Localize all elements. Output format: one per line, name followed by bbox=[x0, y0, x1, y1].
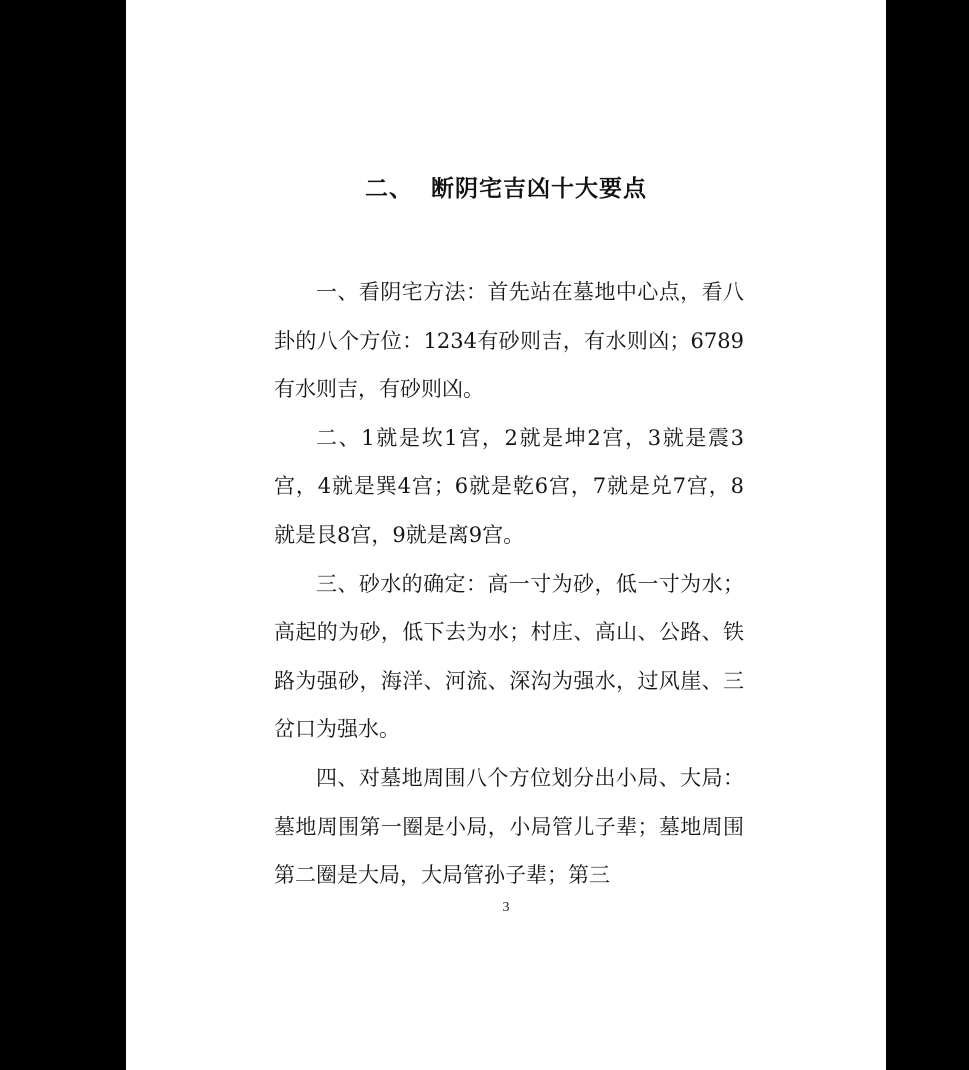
paragraph-2: 二、1就是坎1宫，2就是坤2宫，3就是震3宫，4就是巽4宫；6就是乾6宫，7就是兑7宫，8就是艮8宫，9就是离9宫。 bbox=[274, 425, 744, 547]
section-title: 二、 断阴宅吉凶十大要点 bbox=[364, 175, 647, 202]
document-page bbox=[126, 0, 886, 1070]
paragraph-1: 一、看阴宅方法：首先站在墓地中心点，看八卦的八个方位：1234有砂则吉，有水则凶；6789有水则吉，有砂则凶。 bbox=[274, 280, 744, 402]
paragraph-4: 四、对墓地周围八个方位划分出小局、大局：墓地周围第一圈是小局，小局管儿子辈；墓地周围第二圈是大局，大局管孙子辈；第三 bbox=[274, 765, 744, 888]
page-number: 3 bbox=[502, 900, 510, 915]
body-text bbox=[274, 268, 744, 900]
paragraph-3: 三、砂水的确定：高一寸为砂，低一寸为水；高起的为砂，低下去为水；村庄、高山、公路、铁路为强砂，海洋、河流、深沟为强水，过风崖、三岔口为强水。 bbox=[274, 571, 744, 742]
